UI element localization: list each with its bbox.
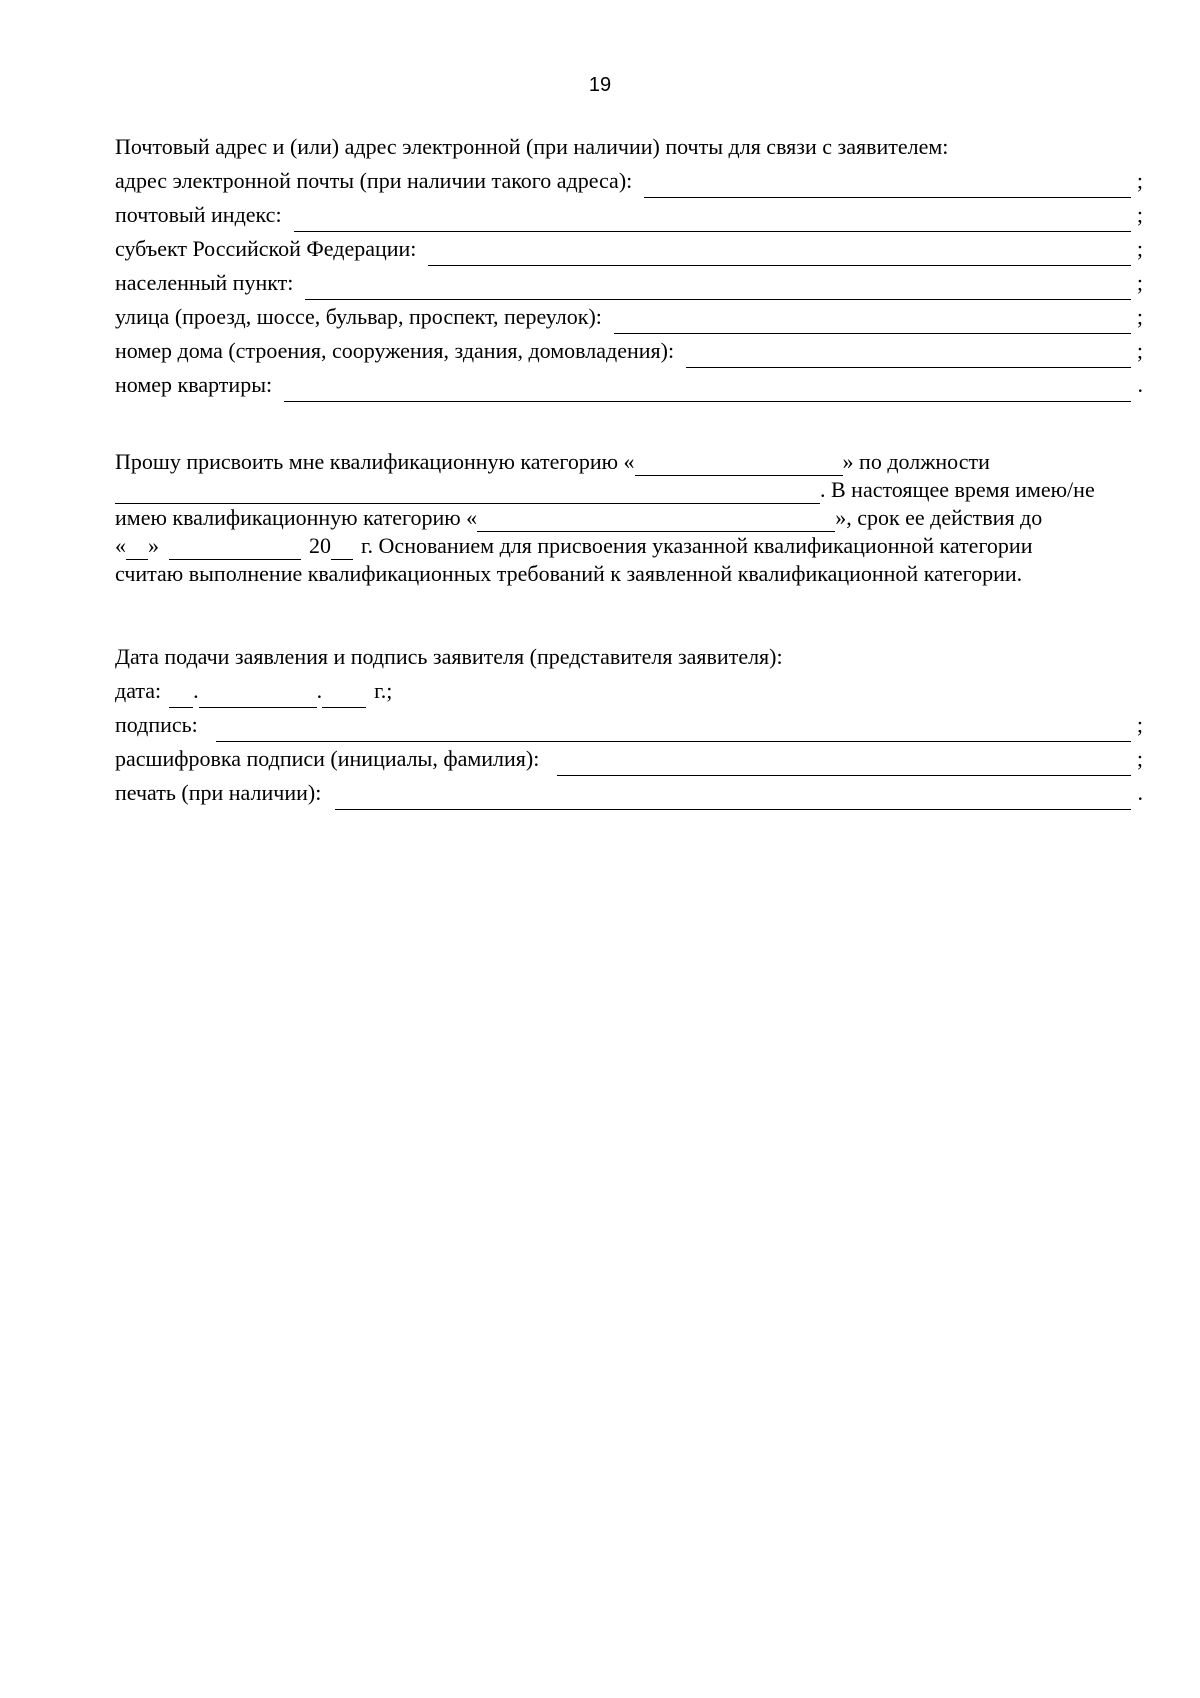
decoding-row: расшифровка подписи (инициалы, фамилия): ; <box>115 742 1143 776</box>
signature-row: подпись: ; <box>115 708 1143 742</box>
page-number: 19 <box>588 74 612 96</box>
date-label: дата: <box>115 678 162 703</box>
region-field[interactable] <box>428 239 1131 266</box>
expiry-month-field[interactable] <box>169 537 301 560</box>
region-row: субъект Российской Федерации: ; <box>115 232 1143 266</box>
apartment-label: номер квартиры: <box>115 372 273 397</box>
house-row: номер дома (строения, сооружения, здания, домовладения): ; <box>115 334 1143 368</box>
signature-heading: Дата подачи заявления и подпись заявителя (представителя заявителя): <box>115 644 783 669</box>
house-field[interactable] <box>686 341 1131 368</box>
signature-label: подпись: <box>115 712 198 737</box>
date-day-field[interactable] <box>169 685 193 708</box>
email-row: адрес электронной почты (при наличии такого адреса): ; <box>115 164 1143 198</box>
postal-code-label: почтовый индекс: <box>115 202 282 227</box>
decoding-field[interactable] <box>557 749 1131 776</box>
seal-row: печать (при наличии): . <box>115 776 1143 810</box>
signature-field[interactable] <box>216 715 1131 742</box>
request-paragraph <box>115 448 1143 588</box>
email-label: адрес электронной почты (при наличии такого адреса): <box>115 168 633 193</box>
decoding-label: расшифровка подписи (инициалы, фамилия): <box>115 746 540 771</box>
request-line-3: имею квалификационную категорию « », срок ее действия до <box>115 505 1043 530</box>
expiry-year-field[interactable] <box>331 537 353 560</box>
apartment-row: номер квартиры: . <box>115 368 1143 402</box>
date-year-field[interactable] <box>322 685 366 708</box>
street-label: улица (проезд, шоссе, бульвар, проспект, переулок): <box>115 304 602 329</box>
address-heading: Почтовый адрес и (или) адрес электронной (при наличии) почты для связи с заявителем: <box>115 134 949 159</box>
request-line-2: . В настоящее время имею/не <box>115 476 1143 504</box>
region-label: субъект Российской Федерации: <box>115 236 417 261</box>
settlement-row: населенный пункт: ; <box>115 266 1143 300</box>
expiry-day-field[interactable] <box>126 537 148 560</box>
settlement-field[interactable] <box>305 273 1131 300</box>
seal-label: печать (при наличии): <box>115 780 322 805</box>
request-line-5: считаю выполнение квалификационных требований к заявленной квалификационной категории. <box>115 561 1023 586</box>
postal-code-row: почтовый индекс: ; <box>115 198 1143 232</box>
email-field[interactable] <box>644 171 1131 198</box>
request-line-4: « » 20 г. Основанием для присвоения указанной квалификационной категории <box>115 533 1033 558</box>
apartment-field[interactable] <box>284 375 1131 402</box>
settlement-label: населенный пункт: <box>115 270 294 295</box>
seal-field[interactable] <box>335 783 1131 810</box>
street-field[interactable] <box>614 307 1131 334</box>
request-line-1: Прошу присвоить мне квалификационную категорию « » по должности <box>115 449 990 474</box>
postal-code-field[interactable] <box>294 205 1131 232</box>
current-category-field[interactable] <box>477 509 835 532</box>
street-row: улица (проезд, шоссе, бульвар, проспект, переулок): ; <box>115 300 1143 334</box>
category-field[interactable] <box>635 453 843 476</box>
application-form <box>115 130 1143 810</box>
date-row: дата: . . г.; <box>115 674 1143 708</box>
position-field[interactable] <box>115 481 820 504</box>
house-label: номер дома (строения, сооружения, здания, домовладения): <box>115 338 675 363</box>
date-month-field[interactable] <box>199 685 317 708</box>
